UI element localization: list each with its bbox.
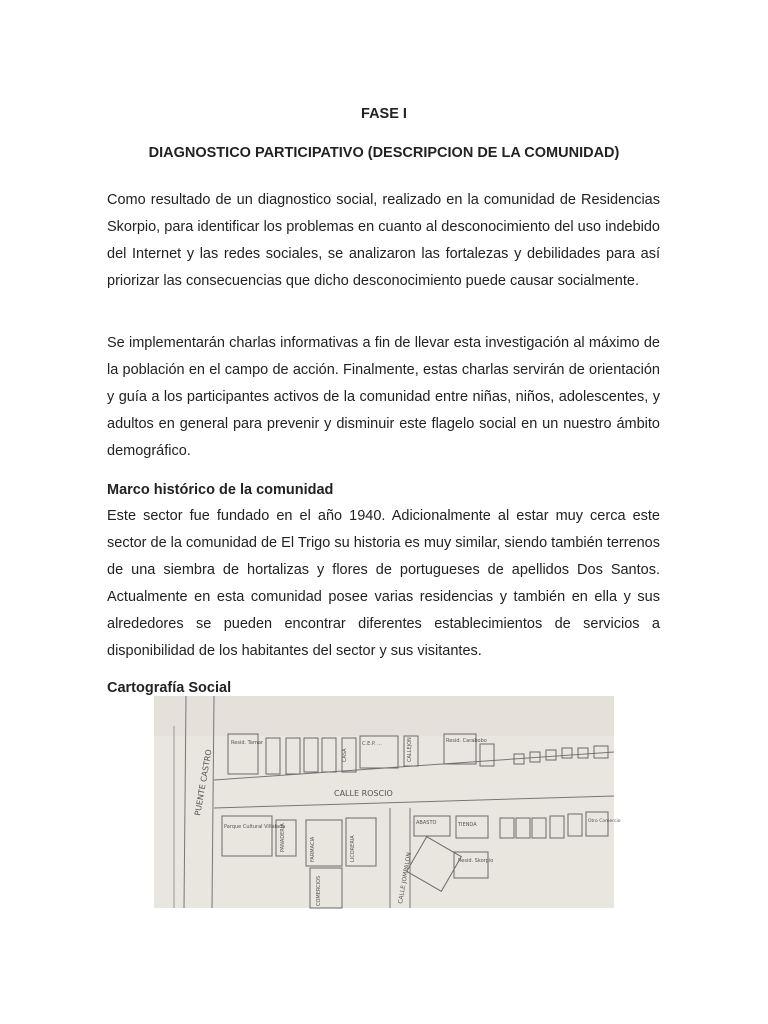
map-label-puente-castro: PUENTE CASTRO: [193, 748, 214, 817]
map-label-comercios: COMERCIOS: [316, 875, 322, 906]
map-label-panaderia: PANADERIA: [280, 823, 286, 852]
map-label-calle-roscio: CALLE ROSCIO: [334, 789, 393, 798]
map-label-callejon: CALLEJON: [407, 737, 413, 762]
map-label-farmacia: FARMACIA: [310, 836, 316, 862]
map-label-parque: Parque Cultural Villalada: [224, 824, 286, 830]
map-label-cep: C.E.P. ...: [362, 741, 383, 747]
charlas-paragraph: Se implementarán charlas informativas a fin de llevar esta investigación al máximo de la población en el campo de acción. Finalmente, estas charlas servirán de orientación y guía a los participantes activos de la comunidad entre niñas, niños, adolescentes, y adultos en general para prevenir y disminuir este flagelo social en un nuestro ámbito demográfico.: [107, 335, 660, 459]
section-heading-cartografia: Cartografía Social: [107, 680, 232, 696]
map-label-licoreria: LICORERIA: [350, 835, 356, 862]
map-label-calle-jompalon: CALLE JOMPALON: [397, 851, 414, 905]
map-label-resid-skorpio: Resid. Skorpio: [458, 858, 494, 864]
page-subtitle: DIAGNOSTICO PARTICIPATIVO (DESCRIPCION DE LA COMUNIDAD): [148, 145, 620, 161]
map-label-tienda: TIENDA: [458, 822, 477, 828]
cartografia-social-map: [154, 696, 621, 908]
map-label-abasto: ABASTO: [416, 820, 437, 826]
map-label-casa-top: CASA: [342, 748, 348, 762]
intro-paragraph: Como resultado de un diagnostico social, realizado en la comunidad de Residencias Skorpio, para identificar los problemas en cuanto al desconocimiento del uso indebido del Internet y las redes sociales, se analizaron las fortalezas y debilidades para así priorizar las consecuencias que dicho desconocimiento puede causar socialmente.: [107, 192, 660, 289]
page-title: FASE I: [361, 106, 407, 122]
map-label-otro: Otro Comercio: [588, 819, 621, 824]
map-label-resid-tamar: Resid. Tamar: [231, 740, 263, 746]
map-label-resid-carabobo: Resid. Carabobo: [446, 738, 487, 744]
historia-paragraph: Este sector fue fundado en el año 1940. Adicionalmente al estar muy cerca este sector de la comunidad de El Trigo su historia es muy similar, siendo también terrenos de una siembra de hortalizas y flores de portugueses de apellidos Dos Santos. Actualmente en esta comunidad posee varias residencias y también en ella y sus alrededores se pueden encontrar diferentes establecimientos de servicios a disponibilidad de los habitantes del sector y sus visitantes.: [107, 508, 660, 659]
section-heading-historia: Marco histórico de la comunidad: [107, 482, 334, 498]
